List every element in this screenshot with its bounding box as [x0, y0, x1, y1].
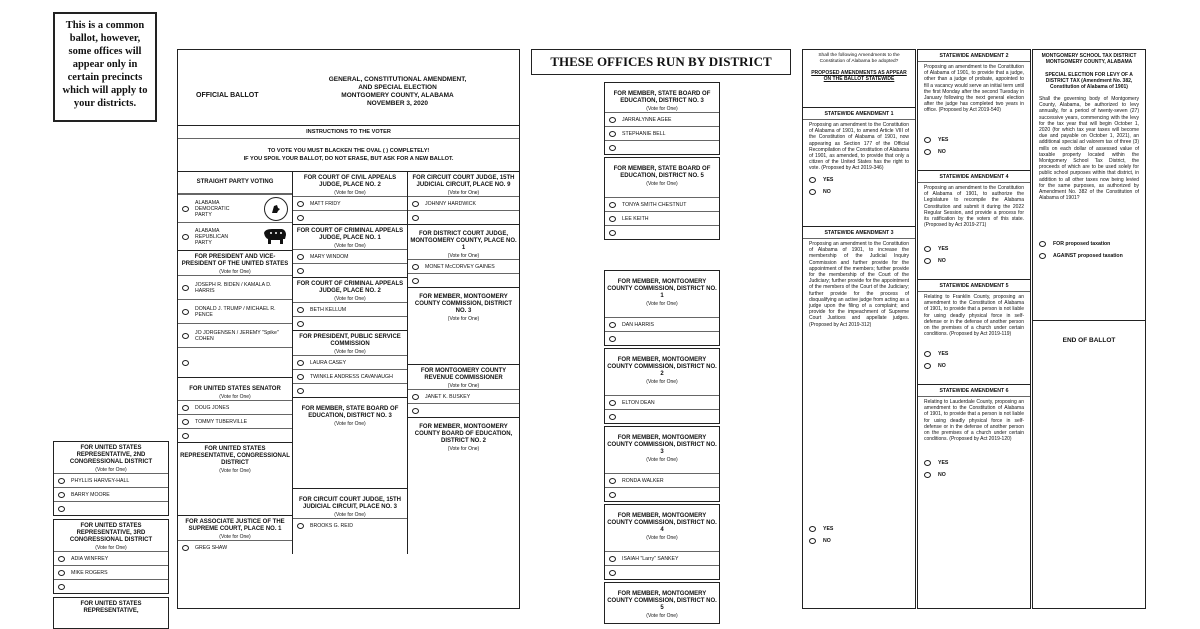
candidate[interactable]: JO JORGENSEN / JEREMY "Spike" COHEN: [178, 323, 292, 347]
candidate[interactable]: TONYA SMITH CHESTNUT: [605, 197, 719, 211]
candidate[interactable]: DOUG JONES: [178, 400, 292, 414]
end-of-ballot: END OF BALLOT: [1062, 337, 1116, 344]
candidate[interactable]: GREG SHAW: [178, 540, 292, 554]
oval[interactable]: [58, 584, 65, 590]
oval[interactable]: [1039, 241, 1046, 247]
county-commission-race: FOR MEMBER, MONTGOMERY COUNTY COMMISSION, DISTRICT NO. 3 (Vote for One): [408, 288, 519, 365]
oval[interactable]: [924, 137, 931, 143]
district-race: FOR MEMBER, MONTGOMERY COUNTY COMMISSION, DISTRICT NO. 3 (Vote for One) RONDA WALKER: [604, 426, 720, 502]
oval[interactable]: [609, 131, 616, 137]
amendment-3: STATEWIDE AMENDMENT 3 Proposing an amendment to the Constitution of Alabama of 1901, to increase the membership of the Judicial Inquiry Commission and further provide for the appointment of the members; further provide for the membership of the Court of the Judiciary; further provide for the appointment of the members of the Court of the Judiciary; further provide for the process of disqualifying an active judge from acting as a judge upon the filing of a complaint; and provide for the impeachment of Supreme Court Justices and appellate judges. (Proposed by Act 2019-312) YES NO: [803, 227, 915, 547]
oval[interactable]: [58, 556, 65, 562]
candidate[interactable]: MONET McCORVEY GAINES: [408, 259, 519, 273]
candidate[interactable]: MIKE ROGERS: [54, 565, 168, 579]
candidate[interactable]: ADIA WINFREY: [54, 551, 168, 565]
oval[interactable]: [1039, 253, 1046, 259]
oval[interactable]: [924, 351, 931, 357]
oval[interactable]: [182, 545, 189, 551]
candidate[interactable]: MARY WINDOM: [293, 249, 407, 263]
assoc-justice-race: FOR ASSOCIATE JUSTICE OF THE SUPREME COURT, PLACE NO. 1 (Vote for One) GREG SHAW: [178, 516, 292, 554]
rep-next-district: FOR UNITED STATES REPRESENTATIVE,: [53, 597, 169, 629]
write-in[interactable]: [54, 501, 168, 515]
school-tax-col: [1032, 49, 1146, 609]
write-in[interactable]: [408, 210, 519, 224]
district-race: FOR MEMBER, MONTGOMERY COUNTY COMMISSION, DISTRICT NO. 2 (Vote for One) ELTON DEAN: [604, 348, 720, 424]
oval[interactable]: [182, 333, 189, 339]
oval[interactable]: [182, 309, 189, 315]
oval[interactable]: [412, 201, 419, 207]
oval[interactable]: [182, 433, 189, 439]
oval[interactable]: [412, 264, 419, 270]
yes-option[interactable]: YES: [803, 523, 915, 535]
no-option[interactable]: NO: [918, 469, 1030, 481]
candidate[interactable]: DONALD J. TRUMP / MICHAEL R. PENCE: [178, 299, 292, 323]
oval[interactable]: [297, 215, 304, 221]
district-race: FOR MEMBER, MONTGOMERY COUNTY COMMISSION, DISTRICT NO. 5 (Vote for One): [604, 582, 720, 624]
criminal-appeals-1-race: FOR COURT OF CRIMINAL APPEALS JUDGE, PLACE NO. 1 (Vote for One) MARY WINDOM: [293, 225, 407, 278]
oval[interactable]: [58, 478, 65, 484]
candidate[interactable]: BROOKS G. REID: [293, 518, 407, 532]
oval[interactable]: [609, 230, 616, 236]
oval[interactable]: [809, 177, 816, 183]
no-option[interactable]: NO: [918, 255, 1030, 267]
write-in[interactable]: [605, 331, 719, 345]
county-boe-race: FOR MEMBER, MONTGOMERY COUNTY BOARD OF EDUCATION, DISTRICT NO. 2 (Vote for One): [414, 424, 513, 452]
ballot-header: [178, 50, 519, 126]
school-tax-measure: MONTGOMERY SCHOOL TAX DISTRICT MONTGOMERY COUNTY, ALABAMA SPECIAL ELECTION FOR LEVY OF A DISTRICT TAX (Amendment No. 382, Constitution of Alabama of 1901) Shall the governing body of Montgomery County, Alabama, be authorized to levy annually, for a period of twenty-seven (27) successive years, commencing with the levy for the tax year that will begin October 1, 2020 (for which tax year taxes will become due and payable on October 1, 2021), an additional special ad valorem tax of three (3) mills on each dollar of assessed value of taxable property located within the Montgomery School Tax District, the proceeds of which are to be used solely for public school purposes within that district, in addition to all other taxes now being levied for the same purposes, as authorized by Amendment No. 382 of the Constitution of Alabama of 1901? FOR proposed taxation AGAINST proposed taxation: [1033, 50, 1145, 321]
write-in[interactable]: [54, 579, 168, 593]
amendments-col-1: [802, 49, 916, 609]
no-option[interactable]: NO: [918, 146, 1030, 158]
candidate[interactable]: ELTON DEAN: [605, 395, 719, 409]
candidate[interactable]: DAN HARRIS: [605, 317, 719, 331]
write-in[interactable]: [293, 210, 407, 224]
rep-2nd-district: FOR UNITED STATES REPRESENTATIVE, 2ND CONGRESSIONAL DISTRICT (Vote for One) PHYLLIS HARVEY-HALL BARRY MOORE: [53, 441, 169, 516]
oval[interactable]: [297, 321, 304, 327]
candidate[interactable]: BARRY MOORE: [54, 487, 168, 501]
district-race: FOR MEMBER, MONTGOMERY COUNTY COMMISSION, DISTRICT NO. 1 (Vote for One) DAN HARRIS: [604, 270, 720, 346]
write-in[interactable]: [605, 140, 719, 154]
oval[interactable]: [58, 506, 65, 512]
oval[interactable]: [58, 492, 65, 498]
oval[interactable]: [297, 201, 304, 207]
no-option[interactable]: NO: [803, 535, 915, 547]
write-in[interactable]: [605, 565, 719, 579]
oval[interactable]: [609, 202, 616, 208]
write-in[interactable]: [293, 383, 407, 397]
oval[interactable]: [809, 538, 816, 544]
write-in[interactable]: [605, 487, 719, 501]
write-in[interactable]: [605, 225, 719, 239]
candidate[interactable]: JARRALYNNE AGEE: [605, 112, 719, 126]
no-option[interactable]: NO: [918, 360, 1030, 372]
oval[interactable]: [609, 414, 616, 420]
sboe-race: FOR MEMBER, STATE BOARD OF EDUCATION, DISTRICT NO. 3 (Vote for One): [293, 398, 407, 489]
write-in[interactable]: [293, 316, 407, 330]
main-ballot: [177, 49, 520, 609]
oval[interactable]: [412, 278, 419, 284]
revenue-race: FOR MONTGOMERY COUNTY REVENUE COMMISSIONER (Vote for One) JANET K. BUSKEY: [408, 365, 519, 418]
write-in[interactable]: [293, 263, 407, 277]
oval[interactable]: [297, 254, 304, 260]
district-race: FOR MEMBER, STATE BOARD OF EDUCATION, DISTRICT NO. 5 (Vote for One) TONYA SMITH CHESTNUT LEE KEITH: [604, 157, 720, 240]
yes-option[interactable]: YES: [918, 243, 1030, 255]
candidate[interactable]: JOHNNY HARDWICK: [408, 196, 519, 210]
official-ballot-label: OFFICIAL BALLOT: [196, 92, 259, 99]
rep-3rd-district: FOR UNITED STATES REPRESENTATIVE, 3RD CONGRESSIONAL DISTRICT (Vote for One) ADIA WINFREY MIKE ROGERS: [53, 519, 169, 594]
oval[interactable]: [609, 336, 616, 342]
oval[interactable]: [609, 492, 616, 498]
election-title: GENERAL, CONSTITUTIONAL AMENDMENT, AND SPECIAL ELECTION MONTGOMERY COUNTY, ALABAMA NOVEMBER 3, 2020: [328, 76, 467, 107]
circuit-3-race: FOR CIRCUIT COURT JUDGE, 15TH JUDICIAL CIRCUIT, PLACE NO. 3 (Vote for One) BROOKS G. REID: [293, 489, 407, 532]
left-district-stack: [53, 441, 169, 629]
party-option-democratic[interactable]: ALABAMA DEMOCRATIC PARTY: [178, 194, 292, 222]
against-option[interactable]: AGAINST proposed taxation: [1033, 250, 1145, 262]
ballot-col-3: [408, 172, 519, 554]
yes-option[interactable]: YES: [918, 134, 1030, 146]
party-option-republican[interactable]: ALABAMA REPUBLICAN PARTY: [178, 222, 292, 250]
oval[interactable]: [609, 145, 616, 151]
district-column-2: [604, 270, 720, 624]
candidate[interactable]: BETH KELLUM: [293, 302, 407, 316]
straight-party-section: STRAIGHT PARTY VOTING ALABAMA DEMOCRATIC PARTY ALABAMA REPUBLICAN PARTY: [178, 172, 292, 251]
amendments-intro: Shall the following Amendments to the Constitution of Alabama be adopted? PROPOSED AMENDMENTS AS APPEAR ON THE BALLOT STATEWIDE: [803, 50, 915, 108]
instructions: INSTRUCTIONS TO THE VOTER TO VOTE YOU MUST BLACKEN THE OVAL ( ) COMPLETELY! IF YOU SPOIL YOUR BALLOT, DO NOT ERASE, BUT ASK FOR A NEW BALLOT.: [178, 126, 519, 172]
district-column: [604, 82, 720, 240]
candidate[interactable]: JOSEPH R. BIDEN / KAMALA D. HARRIS: [178, 275, 292, 299]
candidate[interactable]: ISAIAH "Larry" SANKEY: [605, 551, 719, 565]
candidate[interactable]: MATT FRIDY: [293, 196, 407, 210]
criminal-appeals-2-race: FOR COURT OF CRIMINAL APPEALS JUDGE, PLACE NO. 2 (Vote for One) BETH KELLUM: [293, 278, 407, 331]
oval[interactable]: [297, 268, 304, 274]
president-race: FOR PRESIDENT AND VICE-PRESIDENT OF THE UNITED STATES (Vote for One) JOSEPH R. BIDEN / KAMALA D. HARRIS DONALD J. TRUMP / MICHAEL R. PENCE JO JORGENSEN / JEREMY "Spike" COHEN: [178, 251, 292, 378]
oval[interactable]: [182, 285, 189, 291]
candidate[interactable]: PHYLLIS HARVEY-HALL: [54, 473, 168, 487]
oval[interactable]: [297, 307, 304, 313]
ballot-col-2: [293, 172, 408, 554]
district-title: THESE OFFICES RUN BY DISTRICT: [531, 49, 791, 75]
district-judge-race: FOR DISTRICT COURT JUDGE, MONTGOMERY COUNTY, PLACE NO. 1 (Vote for One) MONET McCORVEY GAINES: [408, 225, 519, 288]
senate-race: FOR UNITED STATES SENATOR (Vote for One) DOUG JONES TOMMY TUBERVILLE: [178, 378, 292, 443]
oval[interactable]: [609, 478, 616, 484]
candidate[interactable]: LAURA CASEY: [293, 355, 407, 369]
oval[interactable]: [182, 360, 189, 366]
rep-race: FOR UNITED STATES REPRESENTATIVE, CONGRESSIONAL DISTRICT (Vote for One): [178, 443, 292, 516]
oval[interactable]: [609, 117, 616, 123]
oval[interactable]: [924, 363, 931, 369]
psc-race: FOR PRESIDENT, PUBLIC SERVICE COMMISSION (Vote for One) LAURA CASEY TWINKLE ANDRESS CAVANAUGH: [293, 331, 407, 398]
oval[interactable]: [809, 189, 816, 195]
oval[interactable]: [609, 570, 616, 576]
oval[interactable]: [182, 234, 189, 240]
oval[interactable]: [924, 258, 931, 264]
oval[interactable]: [412, 408, 419, 414]
yes-option[interactable]: YES: [918, 457, 1030, 469]
oval[interactable]: [609, 216, 616, 222]
district-race: FOR MEMBER, MONTGOMERY COUNTY COMMISSION, DISTRICT NO. 4 (Vote for One) ISAIAH "Larry" SANKEY: [604, 504, 720, 580]
amendment-5: STATEWIDE AMENDMENT 5 Relating to Franklin County, proposing an amendment to the Constitution of Alabama of 1901, to provide that a person is not liable for using deadly physical force in self-defense or in the defense of another person on the premises of a church under certain conditions. (Proposed by Act 2019-119) YES NO: [918, 280, 1030, 385]
oval[interactable]: [609, 322, 616, 328]
write-in[interactable]: [178, 347, 292, 377]
amendment-4: STATEWIDE AMENDMENT 4 Proposing an amendment to the Constitution of Alabama of 1901, to authorize the Legislature to recompile the Alabama Constitution and submit it during the 2022 Regular Session, and provide a process for its ratification by the voters of this state. (Proposed by Act 2019-271) YES NO: [918, 171, 1030, 280]
for-option[interactable]: FOR proposed taxation: [1033, 238, 1145, 250]
write-in[interactable]: [408, 403, 519, 417]
candidate[interactable]: RONDA WALKER: [605, 473, 719, 487]
elephant-icon: [262, 227, 288, 247]
oval[interactable]: [297, 523, 304, 529]
ballot-col-1: [178, 172, 293, 554]
candidate[interactable]: LEE KEITH: [605, 211, 719, 225]
oval[interactable]: [297, 360, 304, 366]
oval[interactable]: [809, 526, 816, 532]
yes-option[interactable]: YES: [918, 348, 1030, 360]
amendments-col-2: [917, 49, 1031, 609]
write-in[interactable]: [178, 428, 292, 442]
circuit-9-race: FOR CIRCUIT COURT JUDGE, 15TH JUDICIAL CIRCUIT, PLACE NO. 9 (Vote for One) JOHNNY HARDWICK: [408, 172, 519, 225]
candidate[interactable]: JANET K. BUSKEY: [408, 389, 519, 403]
oval[interactable]: [412, 215, 419, 221]
oval[interactable]: [609, 556, 616, 562]
oval[interactable]: [924, 460, 931, 466]
candidate[interactable]: STEPHANIE BELL: [605, 126, 719, 140]
oval[interactable]: [297, 388, 304, 394]
oval[interactable]: [182, 405, 189, 411]
oval[interactable]: [297, 374, 304, 380]
oval[interactable]: [182, 206, 189, 212]
candidate[interactable]: TOMMY TUBERVILLE: [178, 414, 292, 428]
oval[interactable]: [182, 419, 189, 425]
oval[interactable]: [924, 149, 931, 155]
oval[interactable]: [412, 394, 419, 400]
candidate[interactable]: TWINKLE ANDRESS CAVANAUGH: [293, 369, 407, 383]
oval[interactable]: [924, 472, 931, 478]
rooster-icon: [264, 197, 288, 221]
civil-appeals-race: FOR COURT OF CIVIL APPEALS JUDGE, PLACE NO. 2 (Vote for One) MATT FRIDY: [293, 172, 407, 225]
oval[interactable]: [58, 570, 65, 576]
write-in[interactable]: [605, 409, 719, 423]
amendment-6: STATEWIDE AMENDMENT 6 Relating to Lauderdale County, proposing an amendment to the Constitution of Alabama of 1901, to provide that a person is not liable for using deadly physical force in self-defense or in the defense of another person on the premises of a church under certain conditions. (Proposed by Act 2019-120) YES NO: [918, 385, 1030, 495]
amendment-2: STATEWIDE AMENDMENT 2 Proposing an amendment to the Constitution of Alabama of 1901, to provide that a judge, other than a judge of probate, appointed to fill a vacancy would serve an initial term until the first Monday after the second Tuesday in January following the next general election after the judge has completed two years in office. (Proposed by Act 2019-540) YES NO: [918, 50, 1030, 171]
common-ballot-note: This is a common ballot, however, some offices will appear only in certain precincts which will apply to your districts.: [53, 12, 157, 122]
district-race: FOR MEMBER, STATE BOARD OF EDUCATION, DISTRICT NO. 3 (Vote for One) JARRALYNNE AGEE STEPHANIE BELL: [604, 82, 720, 155]
no-option[interactable]: NO: [803, 186, 915, 198]
amendment-1: STATEWIDE AMENDMENT 1 Proposing an amendment to the Constitution of Alabama of 1901, to amend Article VIII of the Constitution of Alabama of 1901, now appearing as Section 177 of the Official Recompilation of the Constitution of Alabama of 1901, as amended, to provide that only a citizen of the United States has the right to vote. (Proposed by Act 2019-346) YES NO: [803, 108, 915, 227]
oval[interactable]: [609, 400, 616, 406]
oval[interactable]: [924, 246, 931, 252]
yes-option[interactable]: YES: [803, 174, 915, 186]
write-in[interactable]: [408, 273, 519, 287]
